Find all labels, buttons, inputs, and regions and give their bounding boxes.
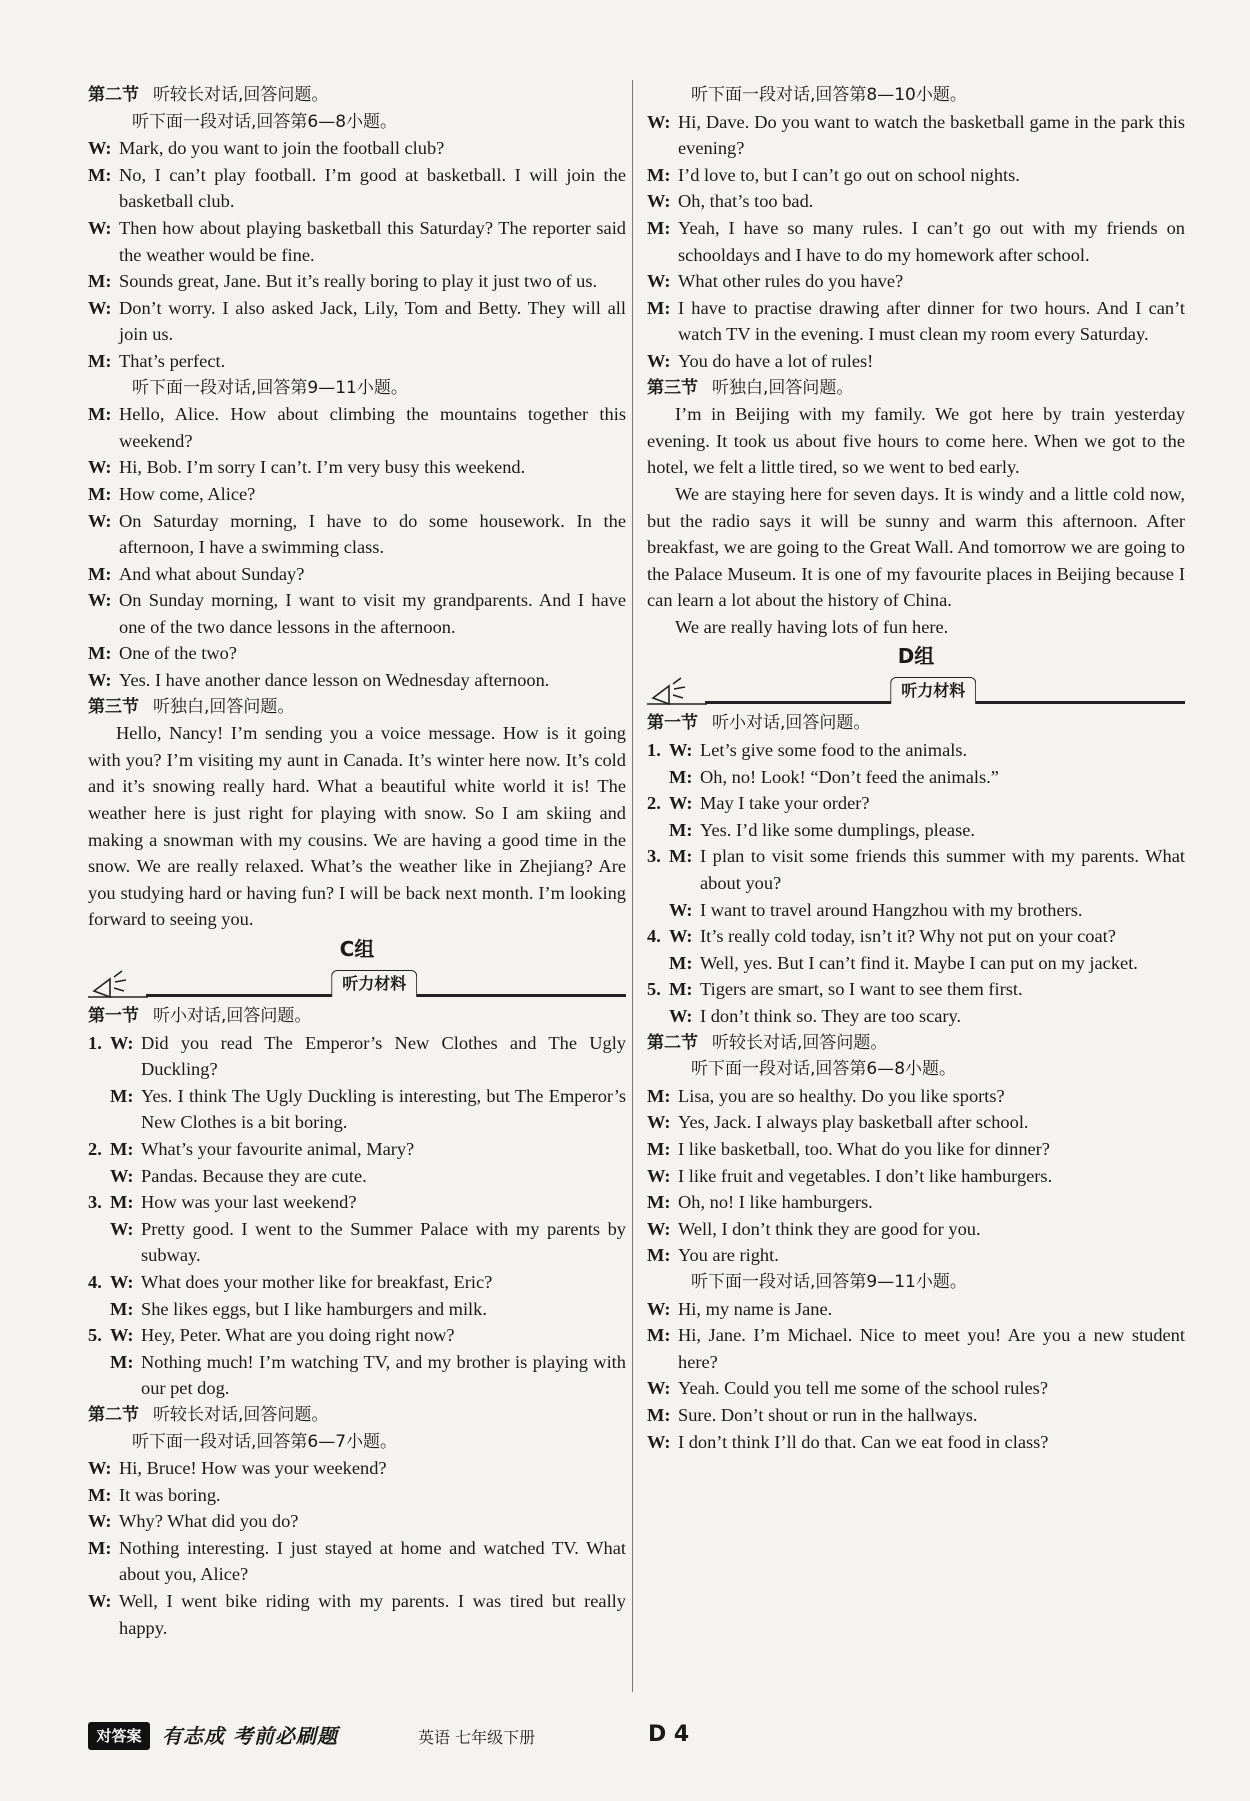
section-title: 第二节 听较长对话,回答问题。 (647, 1032, 888, 1053)
speaker-label: M: (88, 643, 112, 664)
dialogue-turn (647, 162, 1185, 189)
utterance-text: Pandas. Because they are cute. (141, 1165, 367, 1186)
speaker-label: W: (647, 1378, 671, 1399)
utterance-text: It’s really cold today, isn’t it? Why not put on your coat? (700, 926, 1116, 947)
utterance-text: Oh, that’s too bad. (678, 191, 814, 212)
question-item (88, 1269, 626, 1296)
dialogue-turn (647, 1083, 1185, 1110)
speaker-label: W: (669, 793, 693, 814)
utterance-text: You do have a lot of rules! (678, 350, 874, 371)
speaker-label: W: (647, 191, 671, 212)
monologue-paragraph: We are staying here for seven days. It is windy and a little cold now, but the radio says it will be sunny and warm this afternoon. After breakfast, we are going to the Great Wall. And tomorrow we are going to the Palace Museum. It is one of my favourite places in Beijing because I can learn a lot about the history of China. (647, 483, 1185, 611)
speaker-label: W: (647, 1431, 671, 1452)
speaker-label: M: (647, 1325, 671, 1346)
utterance-text: Lisa, you are so healthy. Do you like sports? (678, 1085, 1005, 1106)
question-number: 1. (88, 1032, 102, 1053)
dialogue-turn (647, 1189, 1185, 1216)
utterance-text: Hi, Bruce! How was your weekend? (119, 1458, 387, 1479)
question-number: 1. (647, 740, 661, 761)
dialogue-turn (88, 162, 626, 215)
dialogue-turn (88, 215, 626, 268)
question-number: 2. (647, 793, 661, 814)
dialogue-turn (647, 109, 1185, 162)
utterance-text: I don’t think I’ll do that. Can we eat food in class? (678, 1431, 1049, 1452)
page-footer (88, 1718, 1188, 1758)
utterance-text: Let’s give some food to the animals. (700, 740, 968, 761)
dialogue-turn (88, 1455, 626, 1482)
speaker-label: W: (110, 1165, 134, 1186)
speaker-label: M: (88, 164, 112, 185)
utterance-text: Hi, Bob. I’m sorry I can’t. I’m very busy this weekend. (119, 457, 526, 478)
utterance-text: Mark, do you want to join the football club? (119, 138, 445, 159)
dialogue-intro: 听下面一段对话,回答第6—8小题。 (691, 1059, 957, 1080)
speaker-label: M: (647, 217, 671, 238)
dialogue-turn (88, 295, 626, 348)
dialogue-turn (647, 1429, 1185, 1456)
speaker-label: W: (88, 217, 112, 238)
speaker-label: M: (647, 1085, 671, 1106)
utterance-text: Yeah, I have so many rules. I can’t go out with my friends on schooldays and I have to do my homework after school. (678, 217, 1185, 265)
dialogue-turn (647, 215, 1185, 268)
dialogue (647, 1083, 1185, 1269)
speaker-label: W: (88, 1511, 112, 1532)
utterance-text: What does your mother like for breakfast, Eric? (141, 1271, 493, 1292)
utterance-text: May I take your order? (700, 793, 870, 814)
dialogue-turn (647, 268, 1185, 295)
speaker-label: W: (647, 1165, 671, 1186)
utterance-text: Hello, Alice. How about climbing the mountains together this weekend? (119, 404, 626, 451)
utterance-text: No, I can’t play football. I’m good at basketball. I will join the basketball club. (119, 164, 626, 212)
utterance-text: Well, I don’t think they are good for you. (678, 1218, 981, 1239)
speaker-label: W: (669, 740, 693, 761)
monologue-text: Hello, Nancy! I’m sending you a voice message. How is it going with you? I’m visiting my aunt in Canada. It’s winter here now. It’s cold and it’s snowing really hard. What a beautiful white world it is! The weather here is just right for playing with snow. So I am skiing and making a snowman with my cousins. We are having a good time in the snow. We are really relaxed. What’s the weather like in Zhejiang? Are you studying hard or having fun? I will be back next month. I’m looking forward to seeing you. (88, 723, 626, 930)
utterance-text: She likes eggs, but I like hamburgers and milk. (141, 1298, 487, 1319)
speaker-label: M: (88, 1484, 112, 1505)
dialogue-turn (110, 1216, 626, 1269)
utterance-text: Nothing interesting. I just stayed at home and watched TV. What about you, Alice? (119, 1537, 626, 1585)
utterance-text: Sure. Don’t shout or run in the hallways. (678, 1404, 978, 1425)
speaker-label: W: (88, 457, 112, 478)
monologue-paragraph: We are really having lots of fun here. (675, 616, 949, 637)
speaker-label: W: (88, 297, 112, 318)
utterance-text: Yes. I think The Ugly Duckling is interesting, but The Emperor’s New Clothes is a bit boring. (141, 1085, 626, 1133)
speaker-label: M: (110, 1138, 134, 1159)
speaker-label: M: (88, 404, 112, 425)
question-item (88, 1322, 626, 1349)
brand-logo: 对答案 (88, 1722, 150, 1750)
subject-label: 英语 七年级下册 (418, 1728, 536, 1747)
speaker-label: W: (647, 1112, 671, 1133)
right-column (647, 82, 1185, 1455)
section-title: 第二节 听较长对话,回答问题。 (88, 1404, 329, 1425)
speaker-label: M: (110, 1192, 134, 1213)
dialogue-turn (88, 640, 626, 667)
speaker-label: M: (110, 1085, 134, 1106)
utterance-text: Hi, Dave. Do you want to watch the basketball game in the park this evening? (678, 111, 1185, 159)
listening-banner (647, 674, 1185, 704)
dialogue-turn (88, 587, 626, 640)
dialogue-turn (647, 188, 1185, 215)
megaphone-icon (88, 969, 148, 999)
dialogue-turn (647, 1402, 1185, 1429)
monologue-paragraph: I’m in Beijing with my family. We got here by train yesterday evening. It took us about five hours to come here. When we got to the hotel, we felt a little tired, so we went to bed early. (647, 404, 1185, 478)
dialogue (647, 109, 1185, 375)
group-title: D组 (897, 644, 935, 669)
utterance-text: Hi, my name is Jane. (678, 1298, 833, 1319)
speaker-label: W: (88, 510, 112, 531)
utterance-text: Tigers are smart, so I want to see them first. (700, 979, 1023, 1000)
utterance-text: That’s perfect. (119, 350, 226, 371)
question-number: 4. (647, 926, 661, 947)
section-title: 第一节 听小对话,回答问题。 (88, 1006, 312, 1026)
dialogue-turn (88, 135, 626, 162)
dialogue-turn (88, 1482, 626, 1509)
dialogue-turn (110, 1349, 626, 1402)
dialogue-turn (669, 1003, 1185, 1030)
utterance-text: One of the two? (119, 643, 237, 664)
question-number: 5. (88, 1325, 102, 1346)
speaker-label: W: (669, 1006, 693, 1026)
utterance-text: Nothing much! I’m watching TV, and my brother is playing with our pet dog. (141, 1351, 626, 1399)
dialogue-turn (88, 348, 626, 375)
section-title: 第一节 听小对话,回答问题。 (647, 713, 871, 734)
utterance-text: Don’t worry. I also asked Jack, Lily, Tom and Betty. They will all join us. (119, 297, 626, 345)
speaker-label: W: (647, 271, 671, 292)
speaker-label: W: (669, 926, 693, 947)
speaker-label: W: (110, 1271, 134, 1292)
speaker-label: M: (647, 164, 671, 185)
dialogue-turn (88, 667, 626, 694)
utterance-text: Then how about playing basketball this Saturday? The reporter said the weather would be fine. (119, 217, 626, 265)
question-number: 4. (88, 1271, 102, 1292)
utterance-text: I don’t think so. They are too scary. (700, 1006, 962, 1026)
short-dialogues (647, 737, 1185, 1030)
question-item (88, 1030, 626, 1083)
question-item (647, 790, 1185, 817)
section-title: 第三节 听独白,回答问题。 (647, 377, 854, 398)
utterance-text: I’d love to, but I can’t go out on school nights. (678, 164, 1020, 185)
utterance-text: What other rules do you have? (678, 271, 904, 292)
dialogue-intro: 听下面一段对话,回答第9—11小题。 (132, 377, 408, 398)
utterance-text: What’s your favourite animal, Mary? (141, 1138, 415, 1159)
utterance-text: I plan to visit some friends this summer with my parents. What about you? (700, 846, 1185, 894)
utterance-text: Oh, no! Look! “Don’t feed the animals.” (700, 766, 999, 787)
dialogue-turn (669, 764, 1185, 791)
dialogue-turn (88, 508, 626, 561)
speaker-label: M: (669, 819, 693, 840)
short-dialogues (88, 1030, 626, 1402)
listening-banner (88, 967, 626, 997)
utterance-text: I like fruit and vegetables. I don’t like hamburgers. (678, 1165, 1053, 1186)
utterance-text: Oh, no! I like hamburgers. (678, 1192, 873, 1213)
utterance-text: It was boring. (119, 1484, 221, 1505)
dialogue (647, 1296, 1185, 1456)
dialogue-turn (669, 897, 1185, 924)
dialogue-turn (669, 817, 1185, 844)
dialogue-intro: 听下面一段对话,回答第6—7小题。 (132, 1431, 398, 1452)
utterance-text: Pretty good. I went to the Summer Palace with my parents by subway. (141, 1218, 626, 1266)
utterance-text: And what about Sunday? (119, 563, 305, 584)
speaker-label: W: (88, 1458, 112, 1479)
speaker-label: W: (647, 1298, 671, 1319)
dialogue-turn (647, 1163, 1185, 1190)
utterance-text: Hey, Peter. What are you doing right now? (141, 1325, 455, 1346)
dialogue-turn (647, 1109, 1185, 1136)
utterance-text: Did you read The Emperor’s New Clothes and The Ugly Duckling? (141, 1032, 626, 1080)
question-item (647, 923, 1185, 950)
speaker-label: W: (110, 1032, 134, 1053)
utterance-text: How was your last weekend? (141, 1192, 357, 1213)
speaker-label: M: (88, 483, 112, 504)
utterance-text: Yes. I have another dance lesson on Wednesday afternoon. (119, 670, 550, 691)
speaker-label: M: (647, 1245, 671, 1266)
utterance-text: Yes, Jack. I always play basketball after school. (678, 1112, 1029, 1133)
dialogue-turn (88, 268, 626, 295)
question-item (647, 976, 1185, 1003)
dialogue-intro: 听下面一段对话,回答第6—8小题。 (132, 111, 398, 132)
speaker-label: M: (669, 846, 693, 867)
dialogue-turn (88, 1588, 626, 1641)
dialogue-turn (88, 454, 626, 481)
dialogue-turn (647, 1216, 1185, 1243)
speaker-label: W: (647, 111, 671, 132)
banner-label: 听力材料 (331, 970, 417, 997)
speaker-label: M: (647, 1404, 671, 1425)
utterance-text: I want to travel around Hangzhou with my brothers. (700, 899, 1083, 920)
dialogue (88, 401, 626, 694)
speaker-label: M: (88, 1537, 112, 1558)
speaker-label: W: (669, 899, 693, 920)
speaker-label: M: (88, 271, 112, 292)
question-item (647, 843, 1185, 896)
dialogue-turn (88, 481, 626, 508)
column-divider (632, 80, 633, 1692)
speaker-label: M: (88, 563, 112, 584)
utterance-text: Well, yes. But I can’t find it. Maybe I can put on my jacket. (700, 952, 1138, 973)
dialogue-turn (110, 1083, 626, 1136)
dialogue-turn (647, 1136, 1185, 1163)
section-title: 第三节 听独白,回答问题。 (88, 696, 295, 717)
question-number: 2. (88, 1138, 102, 1159)
utterance-text: Sounds great, Jane. But it’s really boring to play it just two of us. (119, 271, 598, 292)
question-item (88, 1136, 626, 1163)
dialogue-turn (88, 561, 626, 588)
dialogue-turn (647, 1242, 1185, 1269)
question-item (647, 737, 1185, 764)
dialogue-intro: 听下面一段对话,回答第8—10小题。 (691, 85, 967, 105)
group-header-c (88, 933, 626, 1003)
utterance-text: How come, Alice? (119, 483, 256, 504)
speaker-label: M: (669, 979, 693, 1000)
speaker-label: W: (647, 1218, 671, 1239)
group-title: C组 (339, 937, 375, 961)
speaker-label: W: (110, 1218, 134, 1239)
dialogue-turn (88, 1508, 626, 1535)
brand-name: 有志成 考前必刷题 (162, 1724, 338, 1748)
dialogue (88, 135, 626, 374)
section-title: 第二节 听较长对话,回答问题。 (88, 85, 329, 105)
dialogue-turn (110, 1296, 626, 1323)
speaker-label: M: (669, 766, 693, 787)
question-number: 3. (647, 846, 661, 867)
dialogue-turn (669, 950, 1185, 977)
utterance-text: On Sunday morning, I want to visit my grandparents. And I have one of the two dance lessons in the afternoon. (119, 590, 626, 637)
speaker-label: W: (88, 670, 112, 691)
utterance-text: Well, I went bike riding with my parents. I was tired but really happy. (119, 1591, 626, 1638)
dialogue-turn (88, 401, 626, 454)
utterance-text: Yeah. Could you tell me some of the school rules? (678, 1378, 1048, 1399)
utterance-text: Yes. I’d like some dumplings, please. (700, 819, 975, 840)
dialogue-turn (88, 1535, 626, 1588)
left-column (88, 82, 626, 1641)
speaker-label: M: (669, 952, 693, 973)
speaker-label: M: (647, 297, 671, 318)
question-item (88, 1189, 626, 1216)
utterance-text: Why? What did you do? (119, 1511, 299, 1532)
dialogue (88, 1455, 626, 1641)
dialogue-intro: 听下面一段对话,回答第9—11小题。 (691, 1271, 967, 1292)
speaker-label: W: (88, 590, 112, 611)
dialogue-turn (647, 1375, 1185, 1402)
speaker-label: M: (110, 1298, 134, 1319)
dialogue-turn (647, 348, 1185, 375)
group-header-d (647, 640, 1185, 710)
speaker-label: M: (88, 350, 112, 371)
utterance-text: On Saturday morning, I have to do some housework. In the afternoon, I have a swimming class. (119, 510, 626, 558)
banner-label: 听力材料 (890, 677, 976, 704)
dialogue-turn (110, 1163, 626, 1190)
speaker-label: W: (88, 138, 112, 159)
speaker-label: M: (647, 1192, 671, 1213)
question-number: 3. (88, 1192, 102, 1213)
speaker-label: M: (647, 1138, 671, 1159)
question-number: 5. (647, 979, 661, 1000)
utterance-text: I like basketball, too. What do you like for dinner? (678, 1138, 1050, 1159)
speaker-label: W: (88, 1591, 112, 1612)
megaphone-icon (647, 676, 707, 706)
dialogue-turn (647, 1322, 1185, 1375)
utterance-text: I have to practise drawing after dinner for two hours. And I can’t watch TV in the evening. I must clean my room every Saturday. (678, 297, 1185, 345)
speaker-label: W: (647, 350, 671, 371)
page-number: D 4 (648, 1722, 690, 1747)
speaker-label: M: (110, 1351, 134, 1372)
speaker-label: W: (110, 1325, 134, 1346)
dialogue-turn (647, 1296, 1185, 1323)
dialogue-turn (647, 295, 1185, 348)
utterance-text: Hi, Jane. I’m Michael. Nice to meet you! Are you a new student here? (678, 1325, 1185, 1372)
utterance-text: You are right. (678, 1245, 779, 1266)
